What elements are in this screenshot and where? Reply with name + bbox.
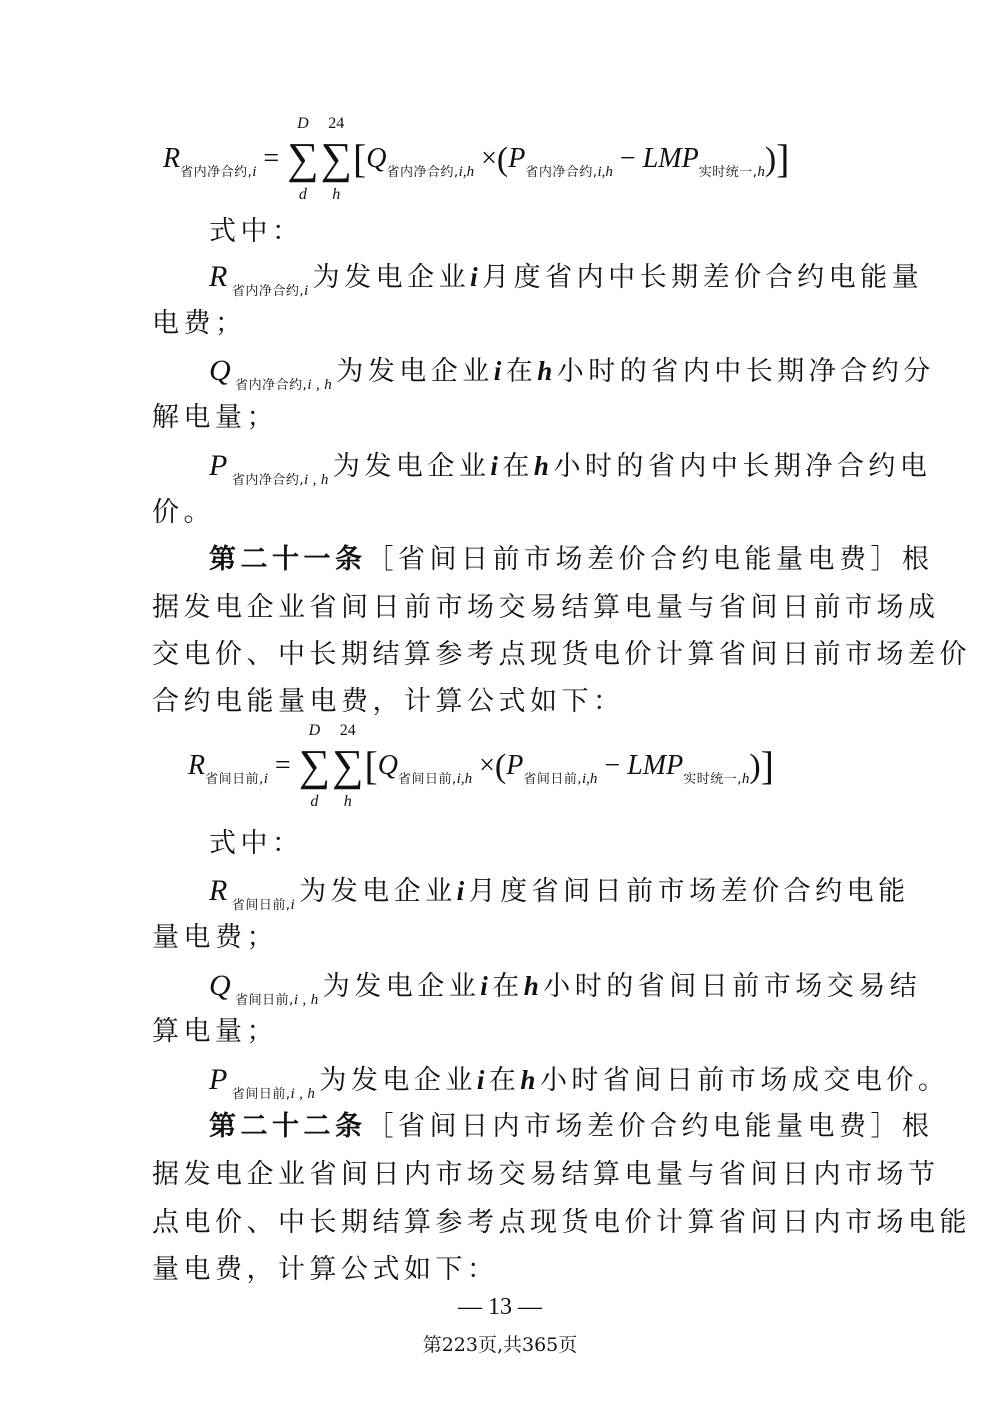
inline-variable: i bbox=[456, 876, 469, 906]
lmp-index: h bbox=[757, 164, 765, 180]
var-subscript: 省内净合约, bbox=[235, 378, 308, 393]
q-symbol: Q bbox=[366, 143, 387, 174]
definition-text: 在 bbox=[505, 356, 538, 387]
article-22-line: 据发电企业省间日内市场交易结算电量与省间日内市场节 bbox=[152, 1159, 940, 1190]
definition-p-provincial bbox=[209, 451, 931, 488]
var-index: i,h bbox=[290, 1086, 320, 1102]
formula-lhs-symbol: R bbox=[163, 143, 181, 174]
definition-continuation: 量电费； bbox=[152, 922, 278, 953]
article-21-heading: 第二十一条 bbox=[209, 544, 367, 575]
var-subscript: 省内净合约, bbox=[231, 473, 304, 488]
var-index: i bbox=[303, 283, 313, 299]
sum-upper-limit: 24 bbox=[339, 722, 356, 739]
close-bracket: ] bbox=[760, 743, 774, 788]
formula-provincial-net-contract bbox=[163, 115, 790, 203]
sum-lower-limit: d bbox=[298, 186, 307, 203]
definition-continuation: 算电量； bbox=[152, 1016, 278, 1047]
definition-p-interprovincial bbox=[209, 1065, 949, 1102]
formula-lhs-index: i bbox=[252, 164, 257, 180]
p-subscript: 省间日前, bbox=[523, 772, 582, 787]
times-sign: × bbox=[479, 750, 495, 781]
article-21-first-line bbox=[209, 546, 934, 573]
close-paren: ) bbox=[764, 141, 777, 178]
var-symbol: R bbox=[209, 874, 232, 907]
var-subscript: 省内净合约, bbox=[231, 284, 304, 299]
definition-continuation: 解电量； bbox=[152, 402, 278, 433]
definition-text: 为发电企业 bbox=[312, 262, 471, 293]
open-paren: ( bbox=[494, 748, 507, 785]
formula-lhs-index: i bbox=[263, 771, 268, 787]
minus-sign: − bbox=[604, 750, 621, 781]
q-symbol: Q bbox=[377, 750, 399, 781]
definition-text: 为发电企业 bbox=[299, 876, 457, 907]
article-21-line: 交电价、中长期结算参考点现货电价计算省间日前市场差价 bbox=[152, 639, 971, 670]
open-paren: ( bbox=[496, 141, 509, 178]
var-index: i,h bbox=[307, 377, 337, 393]
lmp-subscript: 实时统一, bbox=[698, 165, 758, 180]
p-symbol: P bbox=[508, 143, 526, 174]
sum-upper-limit: 24 bbox=[328, 115, 345, 132]
definition-text: 为发电企业 bbox=[332, 451, 491, 482]
sum-over-hours: ∑ 24 h bbox=[320, 115, 352, 203]
sum-lower-limit: h bbox=[332, 186, 341, 203]
var-symbol: Q bbox=[209, 969, 236, 1002]
formula-lhs-subscript: 省内净合约, bbox=[180, 165, 253, 180]
p-symbol: P bbox=[506, 750, 524, 781]
var-subscript: 省间日前, bbox=[231, 1087, 291, 1102]
definition-q-interprovincial bbox=[209, 971, 921, 1008]
var-index: i bbox=[290, 897, 300, 913]
definition-text: 为发电企业 bbox=[336, 356, 494, 387]
equals-sign: = bbox=[263, 143, 280, 174]
definition-text: 月度省间日前市场差价合约电能 bbox=[468, 876, 910, 907]
q-index: i,h bbox=[456, 771, 473, 787]
definition-text: 小时的省内中长期净合约分 bbox=[556, 356, 935, 387]
definition-continuation: 价。 bbox=[152, 497, 215, 528]
definition-text: 在 bbox=[502, 451, 534, 482]
var-symbol: Q bbox=[209, 354, 236, 387]
inline-variable: i bbox=[480, 971, 493, 1001]
close-paren: ) bbox=[749, 748, 761, 785]
definition-r-interprovincial bbox=[209, 876, 910, 913]
definition-text: 在 bbox=[492, 971, 524, 1002]
article-22-line: 点电价、中长期结算参考点现货电价计算省间日内市场电能 bbox=[152, 1207, 971, 1238]
lmp-symbol: LMP bbox=[642, 143, 699, 174]
definition-text: 为发电企业 bbox=[322, 971, 481, 1002]
lmp-subscript: 实时统一, bbox=[683, 772, 742, 787]
lmp-symbol: LMP bbox=[627, 750, 684, 781]
inline-variable: i bbox=[470, 262, 483, 292]
sum-over-hours: ∑ 24 h bbox=[332, 722, 364, 810]
inline-variable: h bbox=[537, 356, 557, 386]
where-label: 式中： bbox=[209, 828, 304, 859]
inline-variable: i bbox=[493, 356, 506, 386]
sum-lower-limit: d bbox=[310, 793, 319, 810]
article-21-line: 合约电能量电费，计算公式如下： bbox=[152, 686, 625, 717]
var-index: i,h bbox=[303, 472, 333, 488]
definition-continuation: 电费； bbox=[152, 308, 247, 339]
q-subscript: 省间日前, bbox=[398, 772, 457, 787]
inline-variable: h bbox=[520, 1065, 540, 1095]
definition-text: 小时的省内中长期净合约电 bbox=[553, 451, 932, 482]
article-22-heading: 第二十二条 bbox=[209, 1111, 367, 1142]
definition-text: 为发电企业 bbox=[319, 1065, 477, 1096]
var-index: i,h bbox=[293, 992, 323, 1008]
formula-lhs-subscript: 省间日前, bbox=[205, 772, 264, 787]
open-bracket: [ bbox=[364, 743, 378, 788]
sum-over-days: ∑ D d bbox=[298, 722, 331, 810]
var-subscript: 省间日前, bbox=[231, 898, 291, 913]
open-bracket: [ bbox=[352, 136, 367, 181]
var-subscript: 省间日前, bbox=[235, 993, 294, 1008]
definition-text: 小时省间日前市场成交电价。 bbox=[539, 1065, 950, 1096]
p-subscript: 省内净合约, bbox=[525, 165, 598, 180]
page-info: 第223页,共365页 bbox=[422, 1334, 578, 1356]
inline-variable: i bbox=[490, 451, 503, 481]
equals-sign: = bbox=[274, 750, 291, 781]
definition-text: 在 bbox=[488, 1065, 521, 1096]
var-symbol: P bbox=[209, 1063, 232, 1096]
q-subscript: 省内净合约, bbox=[386, 165, 459, 180]
page-number: — 13 — bbox=[458, 1294, 542, 1320]
formula-interprovincial-day-ahead bbox=[188, 722, 774, 810]
definition-q-provincial bbox=[209, 356, 935, 393]
inline-variable: h bbox=[523, 971, 544, 1001]
times-sign: × bbox=[481, 143, 497, 174]
sum-over-days: ∑ D d bbox=[287, 115, 319, 203]
inline-variable: i bbox=[476, 1065, 489, 1095]
sum-upper-limit: D bbox=[308, 722, 321, 739]
definition-r-provincial bbox=[209, 262, 923, 299]
p-index: i,h bbox=[581, 771, 598, 787]
close-bracket: ] bbox=[776, 136, 790, 181]
var-symbol: R bbox=[209, 260, 232, 293]
article-21-line: 据发电企业省间日前市场交易结算电量与省间日前市场成 bbox=[152, 592, 940, 623]
definition-text: 小时的省间日前市场交易结 bbox=[543, 971, 922, 1002]
sum-lower-limit: h bbox=[343, 793, 352, 810]
q-index: i,h bbox=[458, 164, 475, 180]
article-22-line: 量电费，计算公式如下： bbox=[152, 1254, 499, 1285]
var-symbol: P bbox=[209, 449, 232, 482]
lmp-index: h bbox=[741, 771, 750, 787]
article-22-title: ［省间日内市场差价合约电能量电费］根 bbox=[366, 1111, 934, 1142]
article-21-title: ［省间日前市场差价合约电能量电费］根 bbox=[366, 544, 934, 575]
p-index: i,h bbox=[597, 164, 613, 180]
sum-upper-limit: D bbox=[297, 115, 309, 132]
where-label: 式中： bbox=[209, 216, 304, 247]
article-22-first-line bbox=[209, 1113, 934, 1140]
minus-sign: − bbox=[619, 143, 636, 174]
definition-text: 月度省内中长期差价合约电能量 bbox=[482, 262, 924, 293]
inline-variable: h bbox=[533, 451, 554, 481]
formula-lhs-symbol: R bbox=[188, 750, 206, 781]
